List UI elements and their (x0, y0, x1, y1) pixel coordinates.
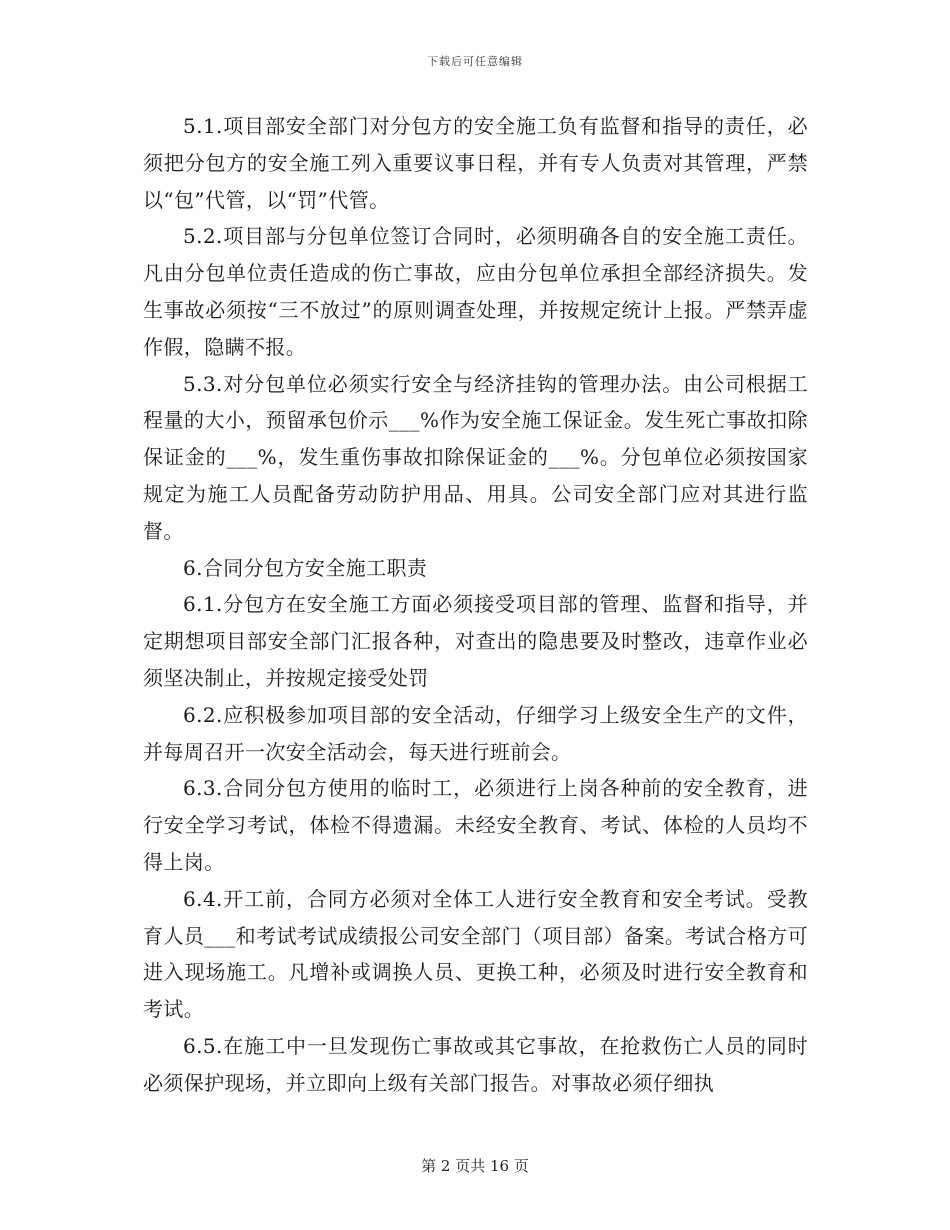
paragraph-6-1: 6.1.分包方在安全施工方面必须接受项目部的管理、监督和指导，并定期想项目部安全部门汇报各种，对查出的隐患要及时整改，违章作业必须坚决制止，并按规定接受处罚 (143, 592, 808, 690)
document-body (143, 108, 808, 1102)
paragraph-5-3: 5.3.对分包单位必须实行安全与经济挂钩的管理办法。由公司根据工程量的大小，预留承包价示___%作为安全施工保证金。发生死亡事故扣除保证金的___%，发生重伤事故扣除保证金的___%。分包单位必须按国家规定为施工人员配备劳动防护用品、用具。公司安全部门应对其进行监督。 (143, 371, 808, 543)
paragraph-6-4: 6.4.开工前，合同方必须对全体工人进行安全教育和安全考试。受教育人员___和考试考试成绩报公司安全部门（项目部）备案。考试合格方可进入现场施工。凡增补或调换人员、更换工种，必须及时进行安全教育和考试。 (143, 886, 808, 1022)
paragraph-5-2: 5.2.项目部与分包单位签订合同时，必须明确各自的安全施工责任。凡由分包单位责任造成的伤亡事故，应由分包单位承担全部经济损失。发生事故必须按“三不放过”的原则调查处理，并按规定统计上报。严禁弄虚作假，隐瞒不报。 (143, 224, 808, 359)
paragraph-6-5: 6.5.在施工中一旦发现伤亡事故或其它事故，在抢救伤亡人员的同时必须保护现场，并立即向上级有关部门报告。对事故必须仔细执 (143, 1033, 808, 1095)
page-number-footer: 第 2 页共 16 页 (421, 1157, 529, 1175)
paragraph-6-3: 6.3.合同分包方使用的临时工，必须进行上岗各种前的安全教育，进行安全学习考试，体检不得遗漏。未经安全教育、考试、体检的人员均不得上岗。 (143, 776, 808, 874)
page-header: 下载后可任意编辑 (427, 55, 523, 68)
section-heading-6: 6.合同分包方安全施工职责 (183, 555, 428, 580)
paragraph-6-2: 6.2.应积极参加项目部的安全活动，仔细学习上级安全生产的文件，并每周召开一次安全活动会，每天进行班前会。 (143, 702, 808, 764)
paragraph-5-1: 5.1.项目部安全部门对分包方的安全施工负有监督和指导的责任，必须把分包方的安全施工列入重要议事日程，并有专人负责对其管理，严禁以“包”代管，以“罚”代管。 (143, 114, 808, 212)
